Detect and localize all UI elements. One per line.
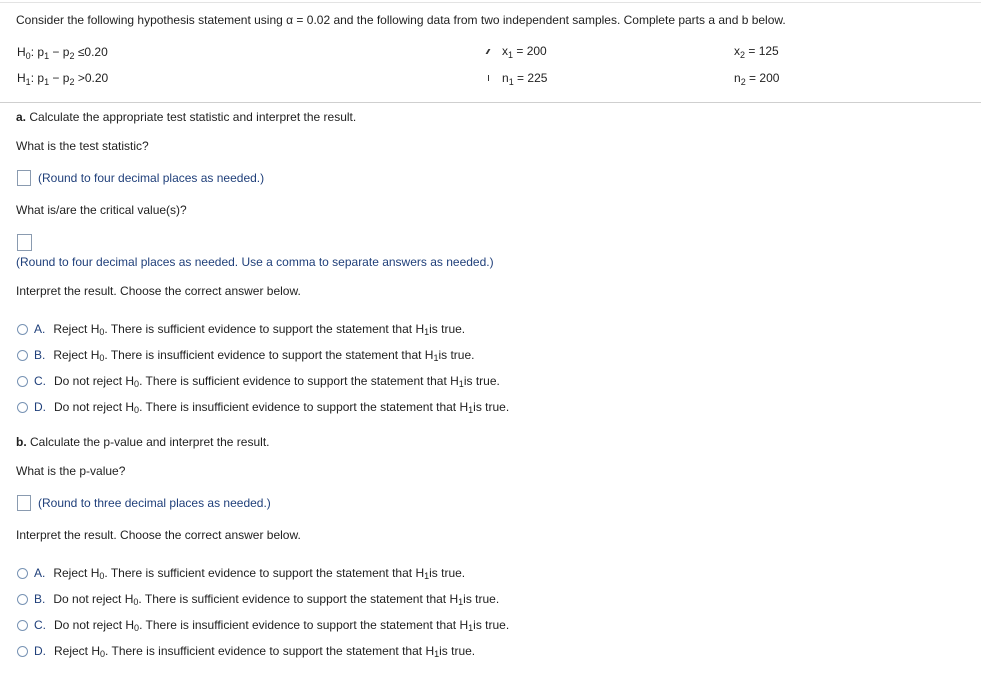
sample2-n: $n_2 = 200$ xyxy=(734,71,780,87)
part-a-option-a[interactable]: A. Reject H 0 . There is sufficient evidence to support the statement that H 1 is true. xyxy=(17,320,465,338)
sample1-x: $x_1 = 200$ xyxy=(502,44,547,60)
critical-value-hint: (Round to four decimal places as needed. Use a comma to separate answers as needed.) xyxy=(16,255,494,269)
p-value-hint: (Round to three decimal places as needed.) xyxy=(38,496,271,510)
critical-value-question: What is/are the critical value(s)? xyxy=(16,203,187,217)
decorative-mark xyxy=(486,49,491,54)
part-a-option-c[interactable]: C. Do not reject H 0 . There is sufficient evidence to support the statement that H 1 is true. xyxy=(17,372,500,390)
part-b-option-b[interactable]: B. Do not reject H 0 . There is sufficient evidence to support the statement that H 1 is true. xyxy=(17,590,499,608)
critical-value-input[interactable] xyxy=(17,234,32,251)
radio-button[interactable] xyxy=(17,594,28,605)
part-b-option-a[interactable]: A. Reject H 0 . There is sufficient evidence to support the statement that H 1 is true. xyxy=(17,564,465,582)
p-value-input[interactable] xyxy=(17,495,31,511)
part-a-option-d[interactable]: D. Do not reject H 0 . There is insufficient evidence to support the statement that H 1 is true. xyxy=(17,398,509,416)
part-a-heading: a. Calculate the appropriate test statistic and interpret the result. xyxy=(16,110,357,124)
problem-intro: Consider the following hypothesis statement using α = 0.02 and the following data from two independent samples. Complete parts a and b below. xyxy=(16,13,786,27)
test-statistic-hint: (Round to four decimal places as needed.) xyxy=(38,171,265,185)
section-divider xyxy=(0,102,981,103)
part-b-option-d[interactable]: D. Reject H 0 . There is insufficient evidence to support the statement that H 1 is true. xyxy=(17,642,475,660)
radio-button[interactable] xyxy=(17,376,28,387)
sample2-x: $x_2 = 125$ xyxy=(734,44,779,60)
radio-button[interactable] xyxy=(17,350,28,361)
part-b-interpret-prompt: Interpret the result. Choose the correct answer below. xyxy=(16,528,301,542)
alternative-hypothesis: $H_1$: $p_1 - p_2 >0.20$ xyxy=(17,71,109,87)
radio-button[interactable] xyxy=(17,402,28,413)
test-statistic-input[interactable] xyxy=(17,170,31,186)
radio-button[interactable] xyxy=(17,568,28,579)
test-statistic-question: What is the test statistic? xyxy=(16,139,149,153)
part-b-heading: b. Calculate the p-value and interpret the result. xyxy=(16,435,270,449)
null-hypothesis: $H_0$: $p_1 - p_2 \le 0.20$ xyxy=(17,45,108,61)
part-a-option-b[interactable]: B. Reject H 0 . There is insufficient evidence to support the statement that H 1 is true. xyxy=(17,346,474,364)
radio-button[interactable] xyxy=(17,324,28,335)
top-divider xyxy=(0,2,981,3)
radio-button[interactable] xyxy=(17,620,28,631)
p-value-question: What is the p-value? xyxy=(16,464,126,478)
part-b-option-c[interactable]: C. Do not reject H 0 . There is insufficient evidence to support the statement that H 1 is true. xyxy=(17,616,509,634)
part-a-interpret-prompt: Interpret the result. Choose the correct answer below. xyxy=(16,284,301,298)
radio-button[interactable] xyxy=(17,646,28,657)
sample1-n: $n_1 = 225$ xyxy=(502,71,548,87)
decorative-mark xyxy=(488,75,489,81)
